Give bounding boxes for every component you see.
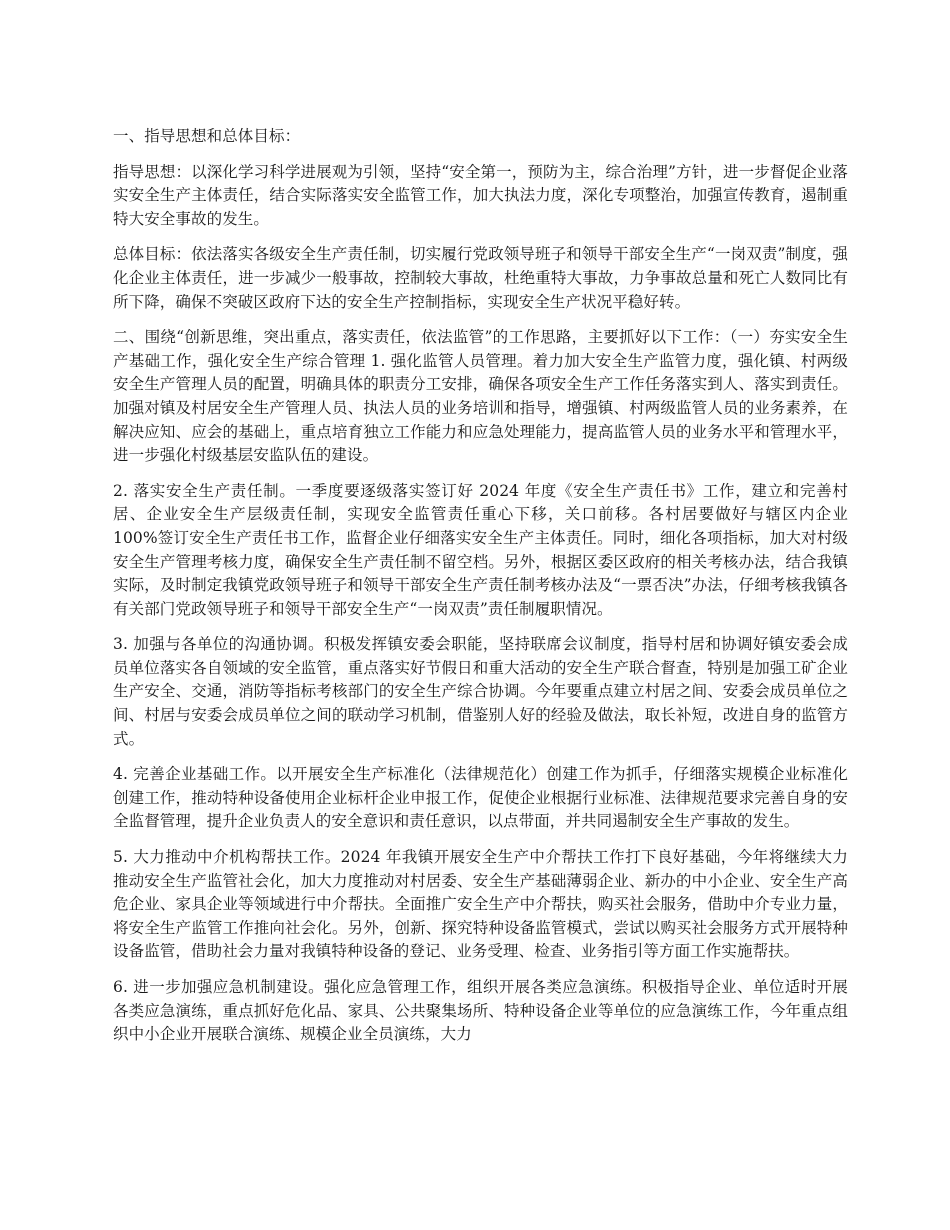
paragraph-guiding-ideology: 指导思想：以深化学习科学进展观为引领，坚持“安全第一，预防为主，综合治理”方针，进一步督促企业落实安全生产主体责任，结合实际落实安全监管工作，加大执法力度，深化专项整治，加强宣传教育，遏制重特大安全事故的发生。 [113, 162, 848, 228]
paragraph-item-2: 2. 落实安全生产责任制。一季度要逐级落实签订好 2024 年度《安全生产责任书》工作，建立和完善村居、企业安全生产层级责任制，实现安全监管责任重心下移，关口前移。各村居要做好与辖区内企业 100%签订安全生产责任书工作，监督企业仔细落实安全生产主体责任。同时，细化各项指标，加大对村级安全生产管理考核力度，确保安全生产责任制不留空档。另外，根据区委区政府的相关考核办法，结合我镇实际，及时制定我镇党政领导班子和领导干部安全生产责任制考核办法及“一票否决”办法，仔细考核我镇各有关部门党政领导班子和领导干部安全生产“一岗双责”责任制履职情况。 [113, 481, 848, 618]
paragraph-work-approach: 二、围绕“创新思维，突出重点，落实责任，依法监管”的工作思路，主要抓好以下工作：（一）夯实安全生产基础工作，强化安全生产综合管理 1. 强化监管人员管理。着力加大安全生产监管力度，强化镇、村两级安全生产管理人员的配置，明确具体的职责分工安排，确保各项安全生产工作任务落实到人、落实到责任。加强对镇及村居安全生产管理人员、执法人员的业务培训和指导，增强镇、村两级监管人员的业务素养，在解决应知、应会的基础上，重点培育独立工作能力和应急处理能力，提高监管人员的业务水平和管理水平，进一步强化村级基层安监队伍的建设。 [113, 328, 848, 465]
paragraph-item-4: 4. 完善企业基础工作。以开展安全生产标准化（法律规范化）创建工作为抓手，仔细落实规模企业标准化创建工作，推动特种设备使用企业标杆企业申报工作，促使企业根据行业标准、法律规范要求完善自身的安全监督管理，提升企业负责人的安全意识和责任意识，以点带面，并共同遏制安全生产事故的发生。 [113, 765, 848, 831]
paragraph-overall-goal: 总体目标：依法落实各级安全生产责任制，切实履行党政领导班子和领导干部安全生产“一岗双责”制度，强化企业主体责任，进一步减少一般事故，控制较大事故，杜绝重特大事故，力争事故总量和死亡人数同比有所下降，确保不突破区政府下达的安全生产控制指标，实现安全生产状况平稳好转。 [113, 245, 848, 311]
document-body [113, 125, 848, 1059]
paragraph-item-5: 5. 大力推动中介机构帮扶工作。2024 年我镇开展安全生产中介帮扶工作打下良好基础，今年将继续大力推动安全生产监管社会化，加大力度推动对村居委、安全生产基础薄弱企业、新办的中小企业、安全生产高危企业、家具企业等领域进行中介帮扶。全面推广安全生产中介帮扶，购买社会服务，借助中介专业力量，将安全生产监管工作推向社会化。另外，创新、探究特种设备监管模式，尝试以购买社会服务方式开展特种设备监管，借助社会力量对我镇特种设备的登记、业务受理、检查、业务指引等方面工作实施帮扶。 [113, 848, 848, 961]
paragraph-item-6: 6. 进一步加强应急机制建设。强化应急管理工作，组织开展各类应急演练。积极指导企业、单位适时开展各类应急演练，重点抓好危化品、家具、公共聚集场所、特种设备企业等单位的应急演练工作，今年重点组织中小企业开展联合演练、规模企业全员演练，大力 [113, 978, 848, 1044]
paragraph-item-3: 3. 加强与各单位的沟通协调。积极发挥镇安委会职能，坚持联席会议制度，指导村居和协调好镇安委会成员单位落实各自领域的安全监管，重点落实好节假日和重大活动的安全生产联合督查，特别是加强工矿企业生产安全、交通，消防等指标考核部门的安全生产综合协调。今年要重点建立村居之间、安委会成员单位之间、村居与安委会成员单位之间的联动学习机制，借鉴别人好的经验及做法，取长补短，改进自身的监管方式。 [113, 635, 848, 748]
section-heading-guiding-ideology: 一、指导思想和总体目标： [113, 127, 301, 145]
